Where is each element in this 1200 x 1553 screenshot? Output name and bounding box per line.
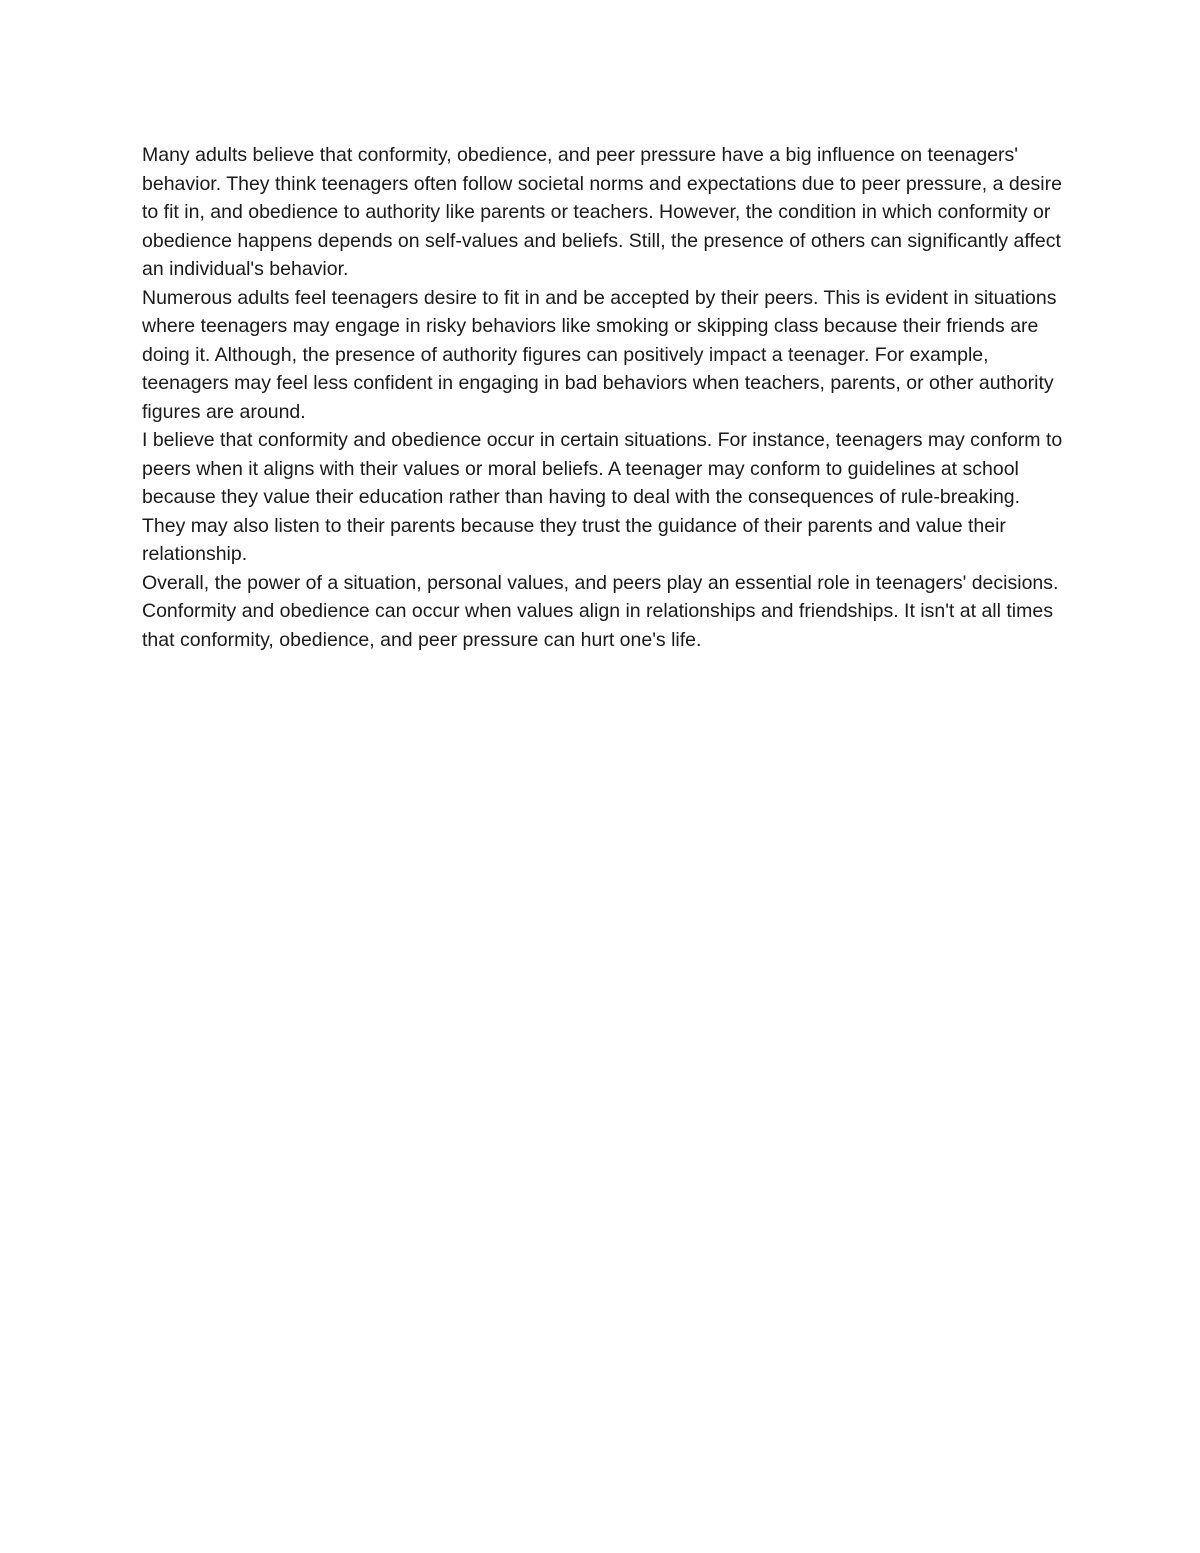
document-body: [142, 141, 1067, 654]
paragraph-3: I believe that conformity and obedience occur in certain situations. For instance, teenagers may conform to peers when it aligns with their values or moral beliefs. A teenager may conform to guidelines at school because they value their education rather than having to deal with the consequences of rule-breaking. They may also listen to their parents because they trust the guidance of their parents and value their relationship.: [142, 429, 1063, 565]
paragraph-4: Overall, the power of a situation, personal values, and peers play an essential role in teenagers' decisions. Conformity and obedience can occur when values align in relationships and friendships. It isn't at all times that conformity, obedience, and peer pressure can hurt one's life.: [142, 571, 1059, 651]
paragraph-2: Numerous adults feel teenagers desire to fit in and be accepted by their peers. This is evident in situations where teenagers may engage in risky behaviors like smoking or skipping class because their friends are doing it. Although, the presence of authority figures can positively impact a teenager. For example, teenagers may feel less confident in engaging in bad behaviors when teachers, parents, or other authority figures are around.: [142, 286, 1057, 423]
paragraph-1: Many adults believe that conformity, obedience, and peer pressure have a big influence on teenagers' behavior. They think teenagers often follow societal norms and expectations due to peer pressure, a desire to fit in, and obedience to authority like parents or teachers. However, the condition in which conformity or obedience happens depends on self-values and beliefs. Still, the presence of others can significantly affect an individual's behavior.: [142, 144, 1062, 280]
